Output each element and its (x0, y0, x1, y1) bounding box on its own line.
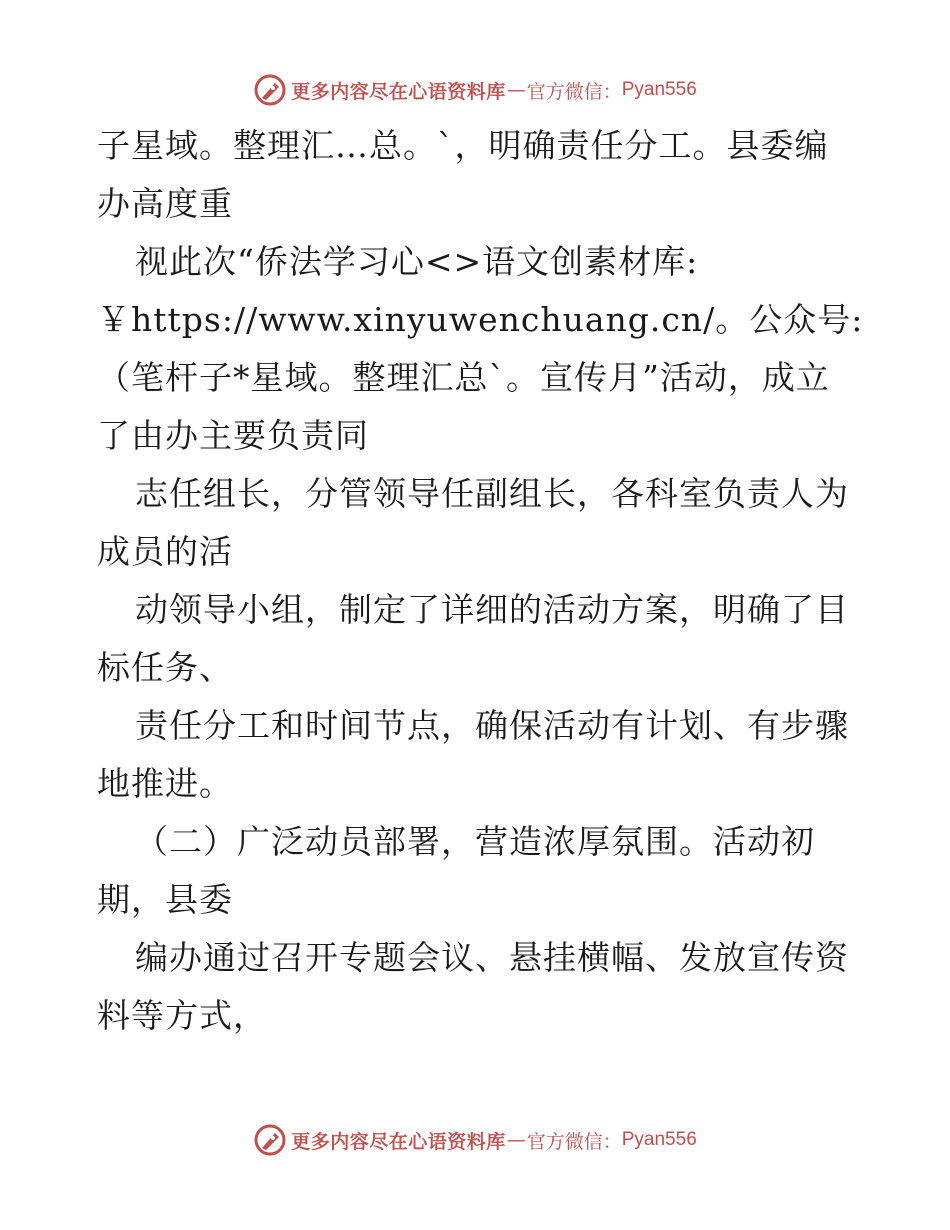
body-line: 成员的活 (97, 532, 233, 571)
body-line: 办高度重 (97, 184, 233, 223)
body-line: 视此次“侨法学习心<>语文创素材库: (135, 242, 699, 281)
banner-separator: — (506, 79, 526, 101)
banner-separator: — (506, 1129, 526, 1151)
body-line: （笔杆子*星域。整理汇总`。宣传月”活动，成立 (97, 358, 830, 397)
body-line: 编办通过召开专题会议、悬挂横幅、发放宣传资 (135, 938, 849, 977)
body-line: 地推进。 (97, 764, 233, 803)
footer-banner (0, 1120, 950, 1160)
banner-official-label: 官方微信： (526, 1130, 622, 1153)
body-line: 了由办主要负责同 (97, 416, 369, 455)
banner-site-name: 更多内容尽在心语资料库 (291, 1130, 506, 1153)
body-line: 标任务、 (97, 648, 233, 687)
banner-account: Pyan556 (621, 79, 697, 100)
banner-site-name: 更多内容尽在心语资料库 (291, 80, 506, 103)
body-line: 动领导小组，制定了详细的活动方案，明确了目 (135, 590, 849, 629)
body-line: 责任分工和时间节点，确保活动有计划、有步骤 (135, 706, 849, 745)
document-body (97, 117, 867, 1045)
pen-nib-logo-icon (253, 1123, 287, 1157)
banner-account: Pyan556 (621, 1129, 697, 1150)
header-banner (0, 70, 950, 110)
body-line: 志任组长，分管领导任副组长，各科室负责人为 (135, 474, 849, 513)
body-line: 料等方式， (97, 996, 267, 1035)
pen-nib-logo-icon (253, 73, 287, 107)
body-line: 子星域。整理汇…总。`，明确责任分工。县委编 (97, 126, 829, 165)
body-line: （二）广泛动员部署，营造浓厚氛围。活动初 (135, 822, 815, 861)
banner-official-label: 官方微信： (526, 80, 622, 103)
body-line-url: ￥https://www.xinyuwenchuang.cn/。公众号: (97, 300, 864, 339)
body-line: 期，县委 (97, 880, 233, 919)
